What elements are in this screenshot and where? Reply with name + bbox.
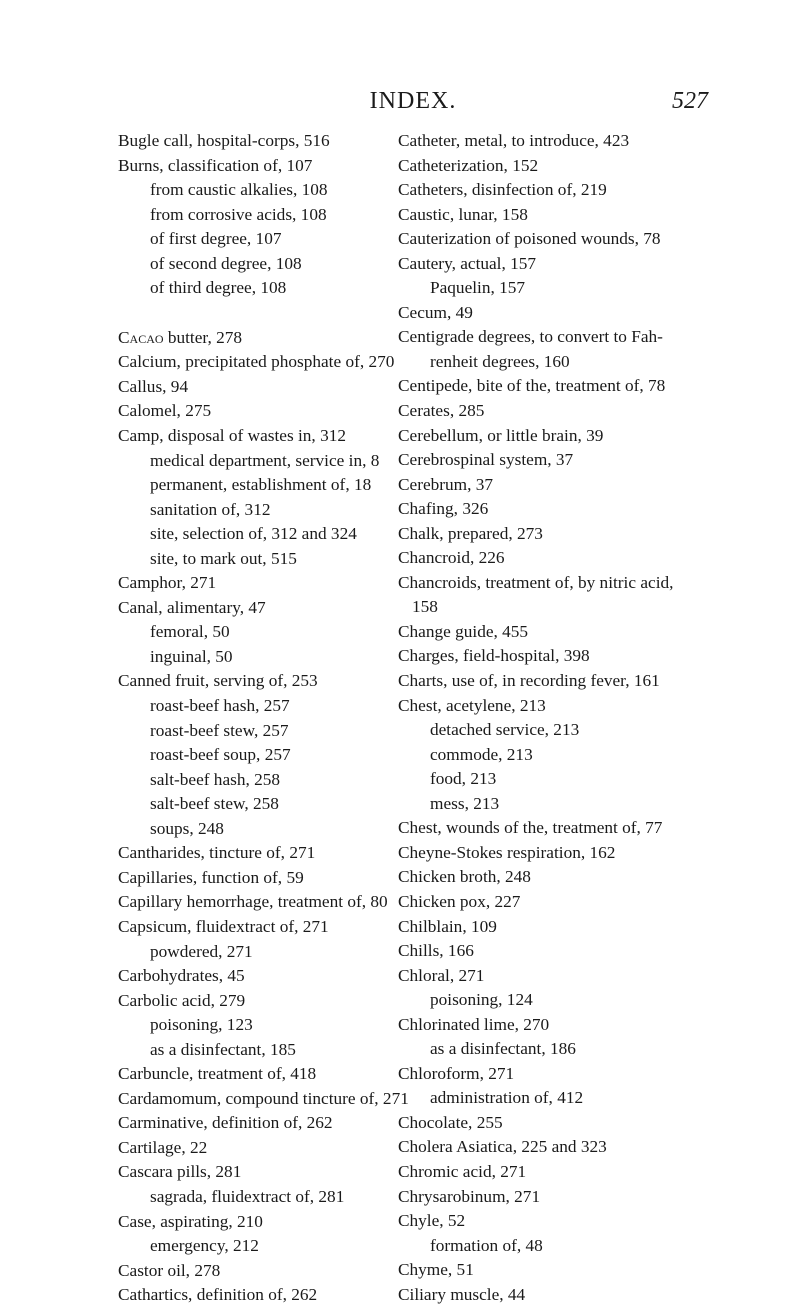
index-entry: Catheters, disinfection of, 219 bbox=[398, 180, 607, 200]
index-entry: Charges, field-hospital, 398 bbox=[398, 646, 590, 666]
index-entry: Canal, alimentary, 47 bbox=[118, 597, 266, 617]
index-entry: Cardamomum, compound tincture of, 271 bbox=[118, 1088, 409, 1108]
index-entry: Cerebrum, 37 bbox=[398, 474, 494, 494]
index-subentry: poisoning, 123 bbox=[150, 1015, 253, 1035]
index-subentry: 158 bbox=[412, 597, 438, 617]
index-entry: Chloral, 271 bbox=[398, 965, 485, 985]
index-entry: Catheterization, 152 bbox=[398, 155, 539, 175]
index-entry: Cecum, 49 bbox=[398, 302, 473, 322]
index-entry: Cascara pills, 281 bbox=[118, 1162, 242, 1182]
index-subentry: commode, 213 bbox=[430, 744, 533, 764]
index-subentry: roast-beef hash, 257 bbox=[150, 696, 290, 716]
index-subentry: sagrada, fluidextract of, 281 bbox=[150, 1186, 345, 1206]
index-subentry: powdered, 271 bbox=[150, 941, 253, 961]
index-subentry: poisoning, 124 bbox=[430, 990, 533, 1010]
index-entry: Chancroid, 226 bbox=[398, 548, 505, 568]
index-subentry: roast-beef soup, 257 bbox=[150, 745, 291, 765]
index-entry: Centigrade degrees, to convert to Fah- bbox=[398, 327, 663, 347]
index-entry: Chrysarobinum, 271 bbox=[398, 1186, 541, 1206]
index-entry: Caustic, lunar, 158 bbox=[398, 204, 528, 224]
index-subentry: sanitation of, 312 bbox=[150, 499, 271, 519]
index-subentry: renheit degrees, 160 bbox=[430, 351, 570, 371]
index-entry: Cautery, actual, 157 bbox=[398, 253, 537, 273]
index-entry: Calcium, precipitated phosphate of, 270 bbox=[118, 352, 395, 372]
index-entry: Chills, 166 bbox=[398, 941, 474, 961]
index-subentry: from caustic alkalies, 108 bbox=[150, 180, 328, 200]
index-entry: Cholera Asiatica, 225 and 323 bbox=[398, 1137, 607, 1157]
index-subentry: administration of, 412 bbox=[430, 1088, 584, 1108]
index-entry: Chalk, prepared, 273 bbox=[398, 523, 543, 543]
index-entry: Chicken broth, 248 bbox=[398, 867, 531, 887]
index-entry: Catheter, metal, to introduce, 423 bbox=[398, 131, 630, 150]
index-entry: Camphor, 271 bbox=[118, 573, 217, 593]
index-subentry: detached service, 213 bbox=[430, 720, 580, 740]
index-entry: Chyme, 51 bbox=[398, 1260, 474, 1280]
index-subentry: of second degree, 108 bbox=[150, 253, 302, 273]
index-subentry: food, 213 bbox=[430, 769, 497, 789]
index-entry: Castor oil, 278 bbox=[118, 1260, 221, 1280]
index-entry: Cauterization of poisoned wounds, 78 bbox=[398, 229, 661, 249]
index-entry: Chyle, 52 bbox=[398, 1211, 466, 1231]
index-entry: Burns, classification of, 107 bbox=[118, 155, 313, 175]
index-subentry: of third degree, 108 bbox=[150, 278, 287, 298]
index-subentry: as a disinfectant, 186 bbox=[430, 1039, 576, 1059]
index-subentry: soups, 248 bbox=[150, 818, 224, 838]
index-entry: Camp, disposal of wastes in, 312 bbox=[118, 426, 346, 446]
index-entry: Chancroids, treatment of, by nitric acid, bbox=[398, 572, 674, 592]
index-entry: Cathartics, definition of, 262 bbox=[118, 1285, 318, 1305]
page-number: 527 bbox=[672, 88, 708, 114]
index-entry: Case, aspirating, 210 bbox=[118, 1211, 263, 1231]
index-entry: Capsicum, fluidextract of, 271 bbox=[118, 916, 329, 936]
index-column-right bbox=[398, 129, 710, 1307]
index-entry: Carbolic acid, 279 bbox=[118, 990, 246, 1010]
index-entry: Canned fruit, serving of, 253 bbox=[118, 671, 318, 691]
index-entry: Capillary hemorrhage, treatment of, 80 bbox=[118, 892, 388, 912]
index-entry: Cantharides, tincture of, 271 bbox=[118, 843, 316, 863]
index-entry: Chloroform, 271 bbox=[398, 1063, 515, 1083]
index-subentry: femoral, 50 bbox=[150, 622, 230, 642]
index-entry: Carbohydrates, 45 bbox=[118, 966, 245, 986]
index-entry: Cerebellum, or little brain, 39 bbox=[398, 425, 604, 445]
index-subentry: from corrosive acids, 108 bbox=[150, 204, 327, 224]
index-entry: Cheyne-Stokes respiration, 162 bbox=[398, 842, 616, 862]
index-entry: Carminative, definition of, 262 bbox=[118, 1113, 333, 1133]
index-subentry: inguinal, 50 bbox=[150, 646, 233, 666]
index-entry: Callus, 94 bbox=[118, 376, 189, 396]
index-subentry: Paquelin, 157 bbox=[430, 278, 526, 298]
index-subentry: site, selection of, 312 and 324 bbox=[150, 524, 357, 544]
index-subentry: permanent, establishment of, 18 bbox=[150, 475, 372, 495]
page-title: INDEX. bbox=[369, 88, 457, 114]
index-entry: Change guide, 455 bbox=[398, 621, 529, 641]
index-entry: Chafing, 326 bbox=[398, 499, 489, 519]
index-entry: Chicken pox, 227 bbox=[398, 891, 521, 911]
index-entry: Chest, wounds of the, treatment of, 77 bbox=[398, 818, 663, 838]
index-subentry: roast-beef stew, 257 bbox=[150, 720, 289, 740]
index-entry: Chromic acid, 271 bbox=[398, 1161, 527, 1181]
index-entry: Chest, acetylene, 213 bbox=[398, 695, 546, 715]
index-entry: Chocolate, 255 bbox=[398, 1112, 503, 1132]
index-entry: Charts, use of, in recording fever, 161 bbox=[398, 671, 660, 691]
index-subentry: site, to mark out, 515 bbox=[150, 548, 297, 568]
index-subentry: of first degree, 107 bbox=[150, 229, 282, 249]
page-header bbox=[118, 88, 708, 118]
index-entry: Chlorinated lime, 270 bbox=[398, 1014, 550, 1034]
index-column-left bbox=[118, 129, 409, 1308]
index-entry: Cerebrospinal system, 37 bbox=[398, 450, 574, 470]
index-entry: Ciliary muscle, 44 bbox=[398, 1284, 526, 1304]
index-entry: Cerates, 285 bbox=[398, 401, 485, 421]
index-entry: Chilblain, 109 bbox=[398, 916, 497, 936]
index-subentry: salt-beef stew, 258 bbox=[150, 794, 279, 814]
index-entry: Calomel, 275 bbox=[118, 401, 212, 421]
index-entry: Capillaries, function of, 59 bbox=[118, 867, 304, 887]
index-entry: Cacao butter, 278 bbox=[118, 327, 243, 347]
index-subentry: emergency, 212 bbox=[150, 1236, 259, 1256]
index-entry: Bugle call, hospital-corps, 516 bbox=[118, 131, 330, 150]
index-entry: Centipede, bite of the, treatment of, 78 bbox=[398, 376, 666, 396]
index-subentry: mess, 213 bbox=[430, 793, 500, 813]
index-subentry: medical department, service in, 8 bbox=[150, 450, 380, 470]
index-subentry: formation of, 48 bbox=[430, 1235, 543, 1255]
index-subentry: as a disinfectant, 185 bbox=[150, 1039, 296, 1059]
index-entry: Carbuncle, treatment of, 418 bbox=[118, 1064, 317, 1084]
index-subentry: salt-beef hash, 258 bbox=[150, 769, 281, 789]
index-entry: Cartilage, 22 bbox=[118, 1137, 208, 1157]
